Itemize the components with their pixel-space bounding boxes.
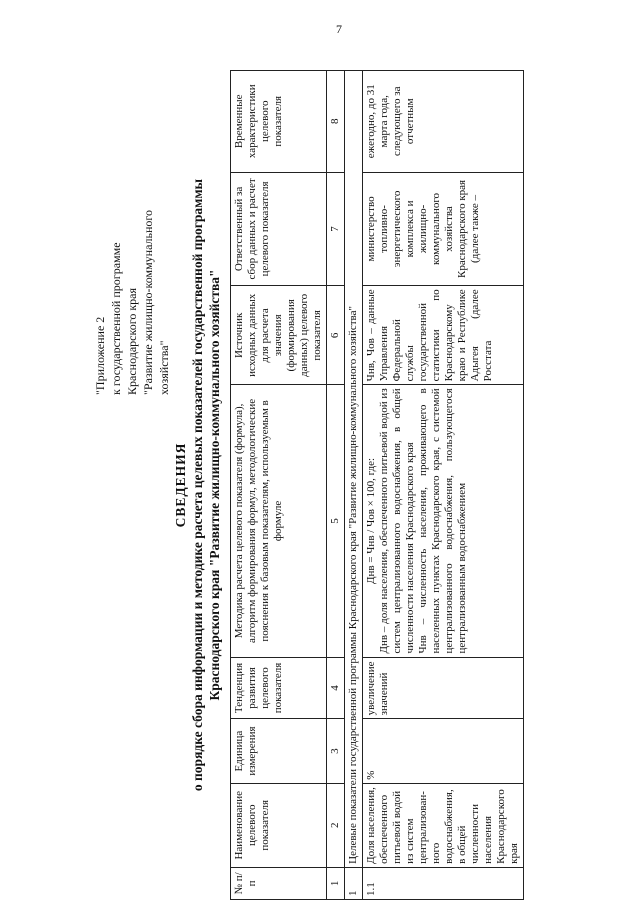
title-line: о порядке сбора информации и методике расчета целевых показателей государственной программы [190, 178, 205, 792]
row-number: 1.1 [363, 867, 524, 899]
row-trend: увеличение значений [363, 657, 524, 719]
header-cell-method: Методика расчета целевого показателя (формула), алгоритм формирования формул, методологические пояснения к базовым показателям, используемым в формуле [231, 385, 327, 657]
appendix-line: Краснодарского края [125, 287, 139, 395]
section-title: Целевые показатели государственной программы Краснодарского края "Развитие жилищно-коммунального хозяйства" [345, 71, 363, 868]
section-row [345, 71, 363, 900]
appendix-note [92, 95, 172, 395]
appendix-line: "Приложение 2 [93, 316, 107, 395]
column-number-row [327, 71, 345, 900]
column-number: 7 [327, 172, 345, 286]
row-unit: % [363, 719, 524, 783]
header-cell-name: Наименование целевого показателя [231, 783, 327, 867]
column-number: 3 [327, 719, 345, 783]
header-cell-unit: Единица измерения [231, 719, 327, 783]
row-source: Чнв, Чов – данные Управления Федеральной службы государственной статистики по Краснодарскому краю и Республике Адыгея (далее Росстата [363, 286, 524, 385]
row-indicator-name: Доля населения, обеспеченного питьевой водой из систем централизован-ного водоснабжения, в общей численности населения Краснодарского края [363, 783, 524, 867]
table-header-row [231, 71, 327, 900]
header-cell-number: № п/п [231, 867, 327, 899]
column-number: 8 [327, 71, 345, 173]
column-number: 2 [327, 783, 345, 867]
column-number: 4 [327, 657, 345, 719]
rotated-page-content [80, 70, 560, 900]
row-method-text: Днв – доля населения, обеспеченного питьевой водой из систем централизованного водоснабжения, в общей численности населения Краснодарского края [378, 388, 416, 654]
header-cell-source: Источник исходных данных для расчета значения (формирования данных) целевого показателя [231, 286, 327, 385]
header-cell-timing: Временные характеристики целевого показателя [231, 71, 327, 173]
appendix-line: к государственной программе [109, 242, 123, 395]
row-method [363, 385, 524, 657]
header-cell-responsible: Ответственный за сбор данных и расчет целевого показателя [231, 172, 327, 286]
indicators-table [230, 70, 524, 900]
row-formula: Днв = Чнв / Чов × 100, где: [365, 457, 377, 584]
column-number: 5 [327, 385, 345, 657]
page-number: 7 [336, 22, 342, 36]
row-method-text-2: Чнв – численность населения, проживающего в населенных пунктах Краснодарского края, с системой централизованного водоснабжения, пользующегося централизованным водоснабжением [417, 388, 468, 654]
row-timing: ежегодно, до 31 марта года, следующего за отчетным [363, 71, 524, 173]
title-line: Краснодарского края "Развитие жилищно-коммунального хозяйства" [207, 269, 222, 701]
title-main: СВЕДЕНИЯ [173, 442, 188, 528]
document-title [172, 70, 223, 900]
header-cell-trend: Тенденция развития целевого показателя [231, 657, 327, 719]
column-number: 6 [327, 286, 345, 385]
appendix-line: хозяйства" [157, 340, 171, 395]
appendix-line: "Развитие жилищно-коммунального [141, 209, 155, 395]
row-responsible: министерство топливно-энергетического комплекса и жилищно-коммунального хозяйства Краснодарского края (далее также – [363, 172, 524, 286]
section-number: 1 [345, 867, 363, 899]
column-number: 1 [327, 867, 345, 899]
table-row [363, 71, 524, 900]
